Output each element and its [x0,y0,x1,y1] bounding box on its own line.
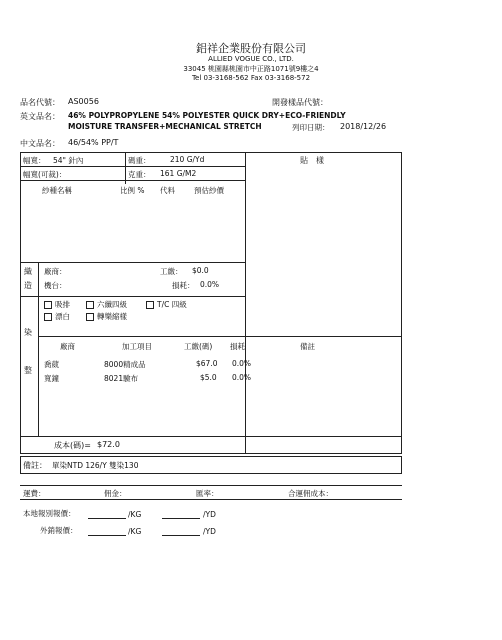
checkbox-icon [146,301,154,309]
option-moisture-wicking[interactable]: 吸排 [44,299,70,310]
dye-header-loss: 損耗 [230,342,245,351]
en-name-label: 英文品名： [20,112,60,121]
yarn-col-ratio: 比例 % [120,186,145,195]
domestic-quote-label: 本地報別報價： [23,509,76,518]
company-name-en: ALLIED VOGUE CO., LTD. [208,55,294,63]
en-name-line2: MOISTURE TRANSFER+MECHANICAL STRETCH [68,122,262,131]
sample-label: 貼 樣 [300,156,324,165]
dye-header-labor: 工繳(碼) [184,342,213,351]
product-code: AS0056 [68,97,99,106]
usable-width-label: 幅寬(可裁)： [23,170,67,179]
option-six-fiber[interactable]: 六纖四級 [86,299,127,310]
yarn-col-name: 紗種名稱 [42,186,72,195]
table-row-labor: $67.0 [196,359,218,368]
weaving-labor-value: $0.0 [192,266,209,275]
table-row-vendor: 寬鐘 [44,374,59,383]
checkbox-icon [86,313,94,321]
table-row-labor: $5.0 [200,373,217,382]
option-bleach[interactable]: 漂白 [44,311,70,322]
export-quote-label: 外銷報價： [40,526,78,535]
remarks-text: 單染NTD 126/Y 雙染130 [52,461,139,470]
table-row-item: 8021驗布 [104,374,139,383]
remarks-label: 備註： [23,461,47,470]
weaving-labor-label: 工繳： [160,267,183,276]
checkbox-icon [44,301,52,309]
dyeing-label-1: 染 [24,328,32,337]
weaving-label-1: 織 [24,267,32,276]
dev-sample-label: 開發樣品代號： [272,98,328,107]
domestic-unit-kg: /KG [128,510,142,519]
yarn-col-yarn-price: 預估紗價 [194,186,224,195]
domestic-unit-yd: /YD [203,510,216,519]
option-tc-grade[interactable]: T/C 四級 [146,299,187,310]
product-code-label: 品名代號： [20,98,60,107]
yarn-col-price: 代料 [160,186,175,195]
total-cost-label: 合運佣成本： [288,489,333,498]
dye-header-notes: 備註 [300,342,315,351]
table-row-loss: 0.0% [232,359,252,368]
zh-name: 46/54% PP/T [68,138,119,147]
weaving-loss-value: 0.0% [200,280,220,289]
company-address: 33045 桃園縣桃園市中正路1071號9樓之4 [183,65,319,73]
commission-label: 佣金： [104,489,127,498]
table-row-loss: 0.0% [232,373,252,382]
weight-label: 碼重： [128,156,151,165]
checkbox-icon [86,301,94,309]
weaving-maker-label: 廠商： [44,267,67,276]
dye-header-vendor: 廠商 [60,342,75,351]
width-label: 幅寬： [23,156,46,165]
cost-value: $72.0 [97,440,120,449]
company-tel-fax: Tel 03-3168-562 Fax 03-3168-572 [191,74,311,82]
print-date-label: 列印日期： [292,123,330,132]
spec-table [20,152,402,454]
exchange-label: 匯率： [196,489,219,498]
export-unit-yd: /YD [203,527,216,536]
print-date: 2018/12/26 [340,122,387,131]
freight-label: 運費： [23,489,46,498]
table-row-item: 8000精成品 [104,360,146,369]
gsm-value: 161 G/M2 [160,169,197,178]
weight-value: 210 G/Yd [170,155,205,164]
dye-header-item: 加工項目 [122,342,152,351]
table-row-vendor: 喬葳 [44,360,59,369]
dyeing-label-2: 整 [24,366,32,375]
zh-name-label: 中文品名： [20,139,60,148]
company-name-zh: 鋁祥企業股份有限公司 [196,42,306,55]
cost-label: 成本(碼)= [54,441,91,450]
export-unit-kg: /KG [128,527,142,536]
option-shrink-sample[interactable]: 轉樂縮樣 [86,311,127,322]
checkbox-icon [44,313,52,321]
weaving-machine-label: 機台： [44,281,67,290]
weaving-loss-label: 損耗： [172,281,195,290]
en-name-line1: 46% POLYPROPYLENE 54% POLYESTER QUICK DRY+ECO-FRIENDLY [68,111,346,120]
gsm-label: 克重： [128,170,151,179]
width-value: 54" 針內 [53,156,84,165]
weaving-label-2: 造 [24,281,32,290]
